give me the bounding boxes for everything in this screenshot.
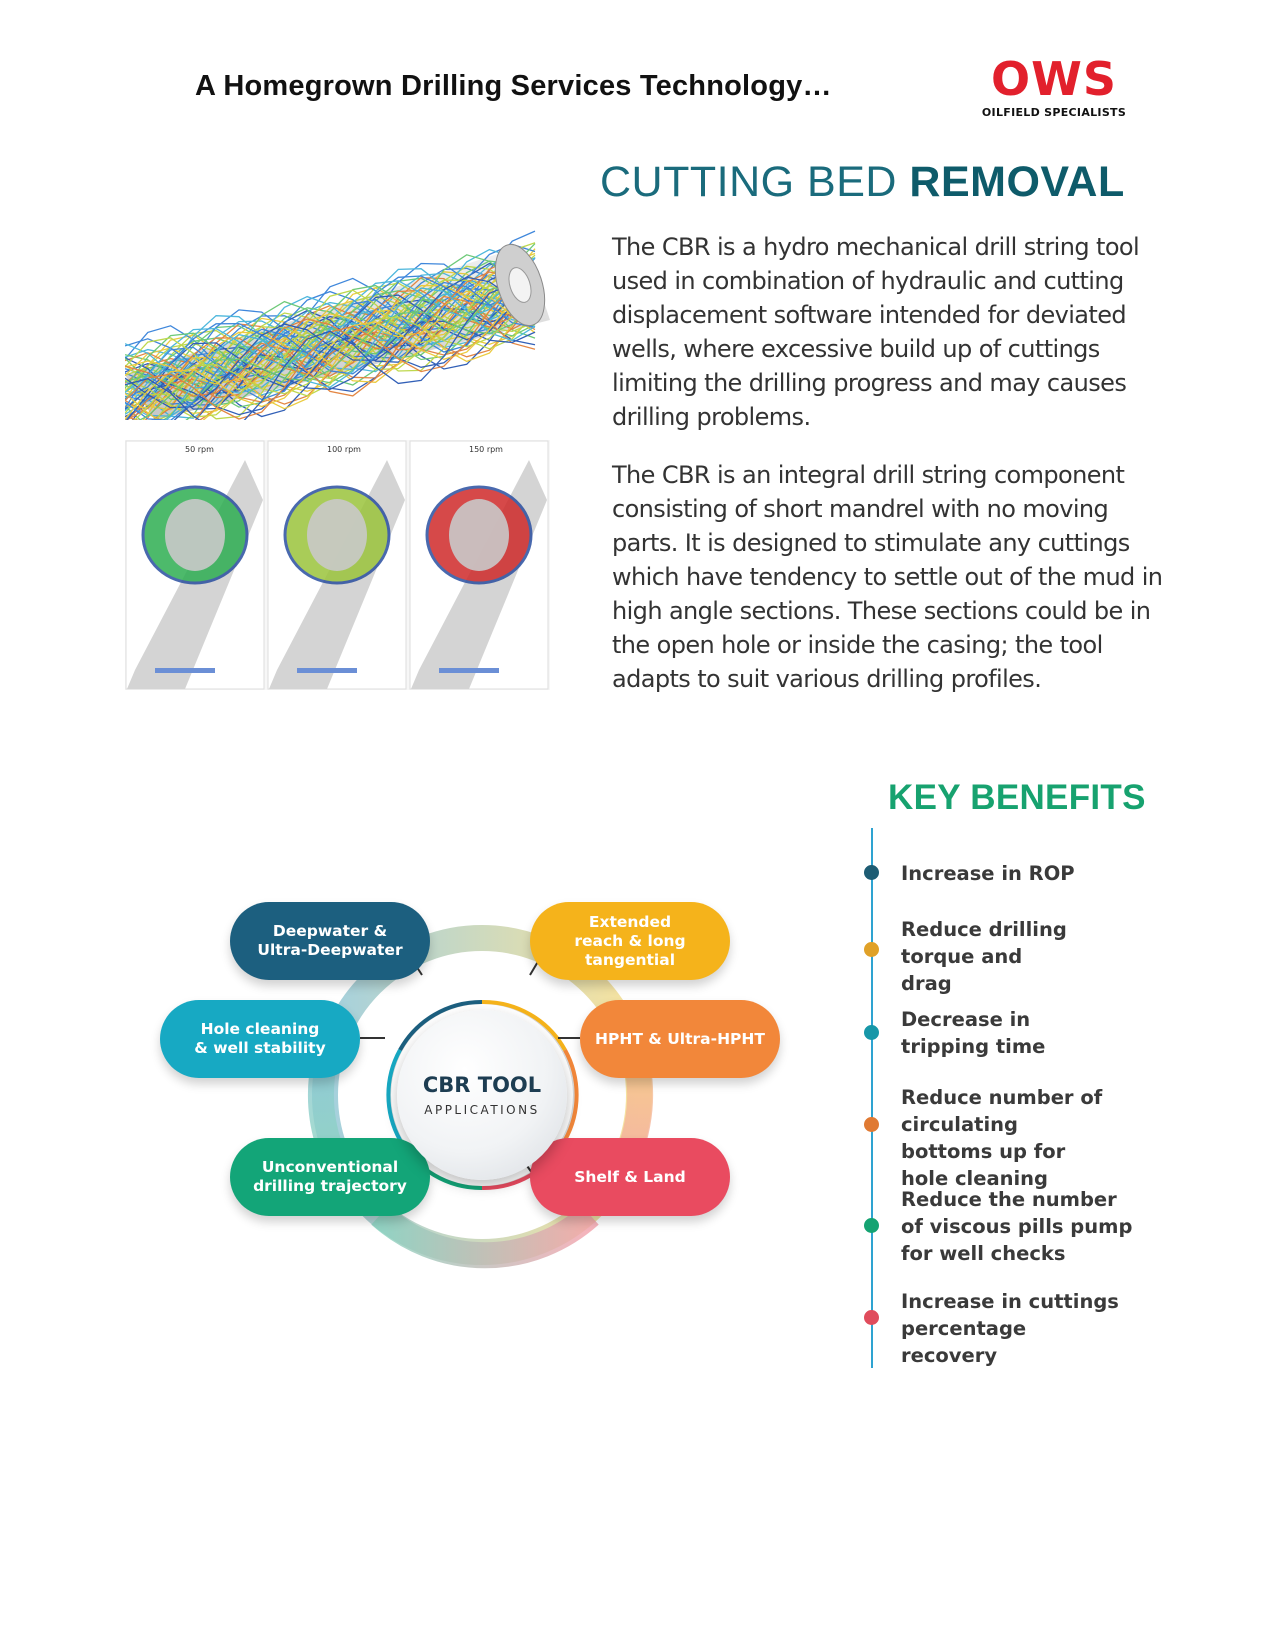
pill-unconventional: Unconventional drilling trajectory — [230, 1138, 430, 1216]
description-paragraph-2: The CBR is an integral drill string component consisting of short mandrel with no moving parts. It is designed to stimulate any cuttings which have tendency to settle out of the mud in high angle sections. These sections could be in the open hole or inside the casing; the tool adapts to suit various drilling profiles. — [612, 461, 1163, 693]
logo-wordmark: OWS — [991, 52, 1117, 106]
pill-shelf-land: Shelf & Land — [530, 1138, 730, 1216]
section-title-bold: REMOVAL — [909, 158, 1125, 206]
pill-deepwater: Deepwater & Ultra-Deepwater — [230, 902, 430, 980]
benefit-dot — [864, 1218, 879, 1233]
flow-simulation-image — [125, 225, 550, 420]
benefit-dot — [864, 1117, 879, 1132]
sim-panel — [268, 441, 406, 689]
rpm-comparison-image — [125, 440, 550, 690]
sim-panel — [126, 441, 264, 689]
benefit-dot — [864, 865, 879, 880]
description-paragraph-1: The CBR is a hydro mechanical drill string tool used in combination of hydraulic and cutting displacement software intended for deviated wells, where excessive build up of cuttings limiting the drilling progress and may causes drilling problems. — [612, 233, 1140, 431]
pill-hpht: HPHT & Ultra-HPHT — [580, 1000, 780, 1078]
key-benefits-title: KEY BENEFITS — [888, 778, 1146, 817]
page-headline: A Homegrown Drilling Services Technology… — [195, 70, 832, 102]
benefit-item: Increase in cuttings percentage recovery — [901, 1290, 1119, 1367]
benefit-item: Decrease in tripping time — [901, 1008, 1046, 1058]
benefit-dot — [864, 1310, 879, 1325]
benefit-item: Reduce number of circulating bottoms up for hole cleaning — [901, 1086, 1103, 1190]
key-benefits-timeline — [871, 828, 873, 1368]
benefit-item: Increase in ROP — [901, 862, 1075, 885]
rpm-label: 50 rpm — [185, 445, 214, 454]
benefit-item: Reduce the number of viscous pills pump for well checks — [901, 1188, 1133, 1265]
cbr-applications-diagram — [160, 880, 820, 1300]
benefit-dot — [864, 942, 879, 957]
sim-panel — [410, 441, 548, 689]
section-title-light: CUTTING BED — [600, 158, 910, 206]
pill-hole-cleaning: Hole cleaning & well stability — [160, 1000, 360, 1078]
cbr-tool-center — [397, 1010, 567, 1180]
logo-subtitle: OILFIELD SPECIALISTS — [981, 106, 1127, 119]
rpm-label: 100 rpm — [327, 445, 361, 454]
rpm-label: 150 rpm — [469, 445, 503, 454]
ows-logo — [968, 52, 1140, 122]
benefit-item: Reduce drilling torque and drag — [901, 918, 1067, 995]
benefit-dot — [864, 1025, 879, 1040]
center-subtitle: APPLICATIONS — [424, 1103, 540, 1117]
center-title: CBR TOOL — [422, 1073, 542, 1097]
pill-extended-reach: Extended reach & long tangential — [530, 902, 730, 980]
section-title — [600, 158, 1125, 207]
